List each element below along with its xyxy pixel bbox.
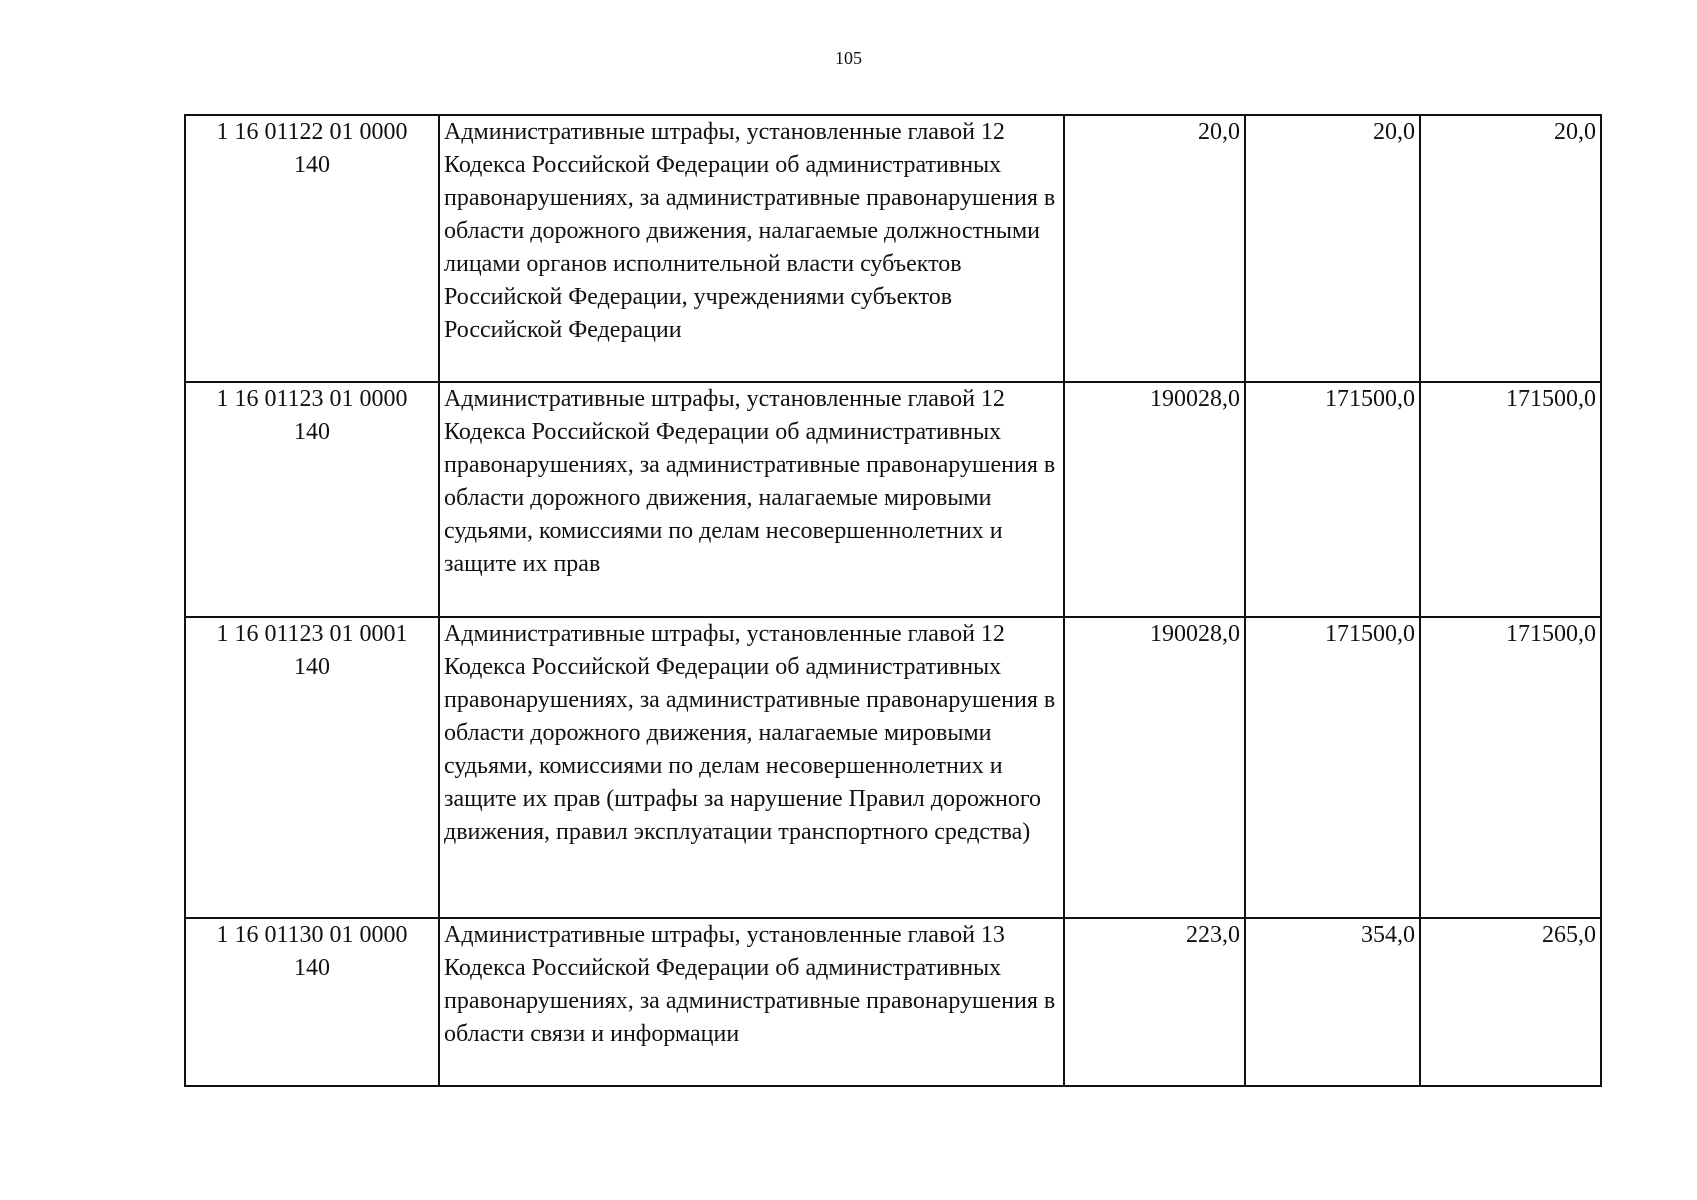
budget-table (184, 114, 1602, 1087)
value-cell-year-2: 354,0 (1245, 918, 1420, 1086)
revenue-code-line: 1 16 01123 01 0000 (216, 386, 408, 412)
value-cell-year-3: 171500,0 (1420, 617, 1601, 918)
value-cell-year-1: 190028,0 (1064, 382, 1245, 617)
value-cell-year-2: 20,0 (1245, 115, 1420, 382)
revenue-code-line: 1 16 01122 01 0000 (216, 119, 408, 145)
revenue-description-cell: Административные штрафы, установленные главой 12 Кодекса Российской Федерации об административных правонарушениях, за административные правонарушения в области дорожного движения, налагаемые мировыми судьями, комиссиями по делам несовершеннолетних и защите их прав (439, 382, 1064, 617)
revenue-code-suffix: 140 (294, 654, 330, 680)
revenue-code-cell (185, 382, 439, 617)
value-cell-year-3: 265,0 (1420, 918, 1601, 1086)
value-cell-year-3: 171500,0 (1420, 382, 1601, 617)
revenue-code-cell (185, 115, 439, 382)
revenue-code-line: 1 16 01123 01 0001 (216, 621, 408, 647)
revenue-code-cell (185, 617, 439, 918)
value-cell-year-1: 20,0 (1064, 115, 1245, 382)
value-cell-year-2: 171500,0 (1245, 382, 1420, 617)
value-cell-year-3: 20,0 (1420, 115, 1601, 382)
value-cell-year-2: 171500,0 (1245, 617, 1420, 918)
page-number: 105 (835, 48, 862, 68)
table-row (185, 115, 1601, 382)
revenue-code-suffix: 140 (294, 152, 330, 178)
revenue-code-suffix: 140 (294, 419, 330, 445)
value-cell-year-1: 223,0 (1064, 918, 1245, 1086)
table-row (185, 617, 1601, 918)
revenue-description-cell: Административные штрафы, установленные главой 12 Кодекса Российской Федерации об административных правонарушениях, за административные правонарушения в области дорожного движения, налагаемые должностными лицами органов исполнительной власти субъектов Российской Федерации, учреждениями субъектов Российской Федерации (439, 115, 1064, 382)
revenue-code-suffix: 140 (294, 955, 330, 981)
revenue-code-line: 1 16 01130 01 0000 (216, 922, 408, 948)
revenue-code-cell (185, 918, 439, 1086)
revenue-description-cell: Административные штрафы, установленные главой 13 Кодекса Российской Федерации об административных правонарушениях, за административные правонарушения в области связи и информации (439, 918, 1064, 1086)
table-row (185, 918, 1601, 1086)
value-cell-year-1: 190028,0 (1064, 617, 1245, 918)
table-row (185, 382, 1601, 617)
revenue-description-cell: Административные штрафы, установленные главой 12 Кодекса Российской Федерации об административных правонарушениях, за административные правонарушения в области дорожного движения, налагаемые мировыми судьями, комиссиями по делам несовершеннолетних и защите их прав (штрафы за нарушение Правил дорожного движения, правил эксплуатации транспортного средства) (439, 617, 1064, 918)
